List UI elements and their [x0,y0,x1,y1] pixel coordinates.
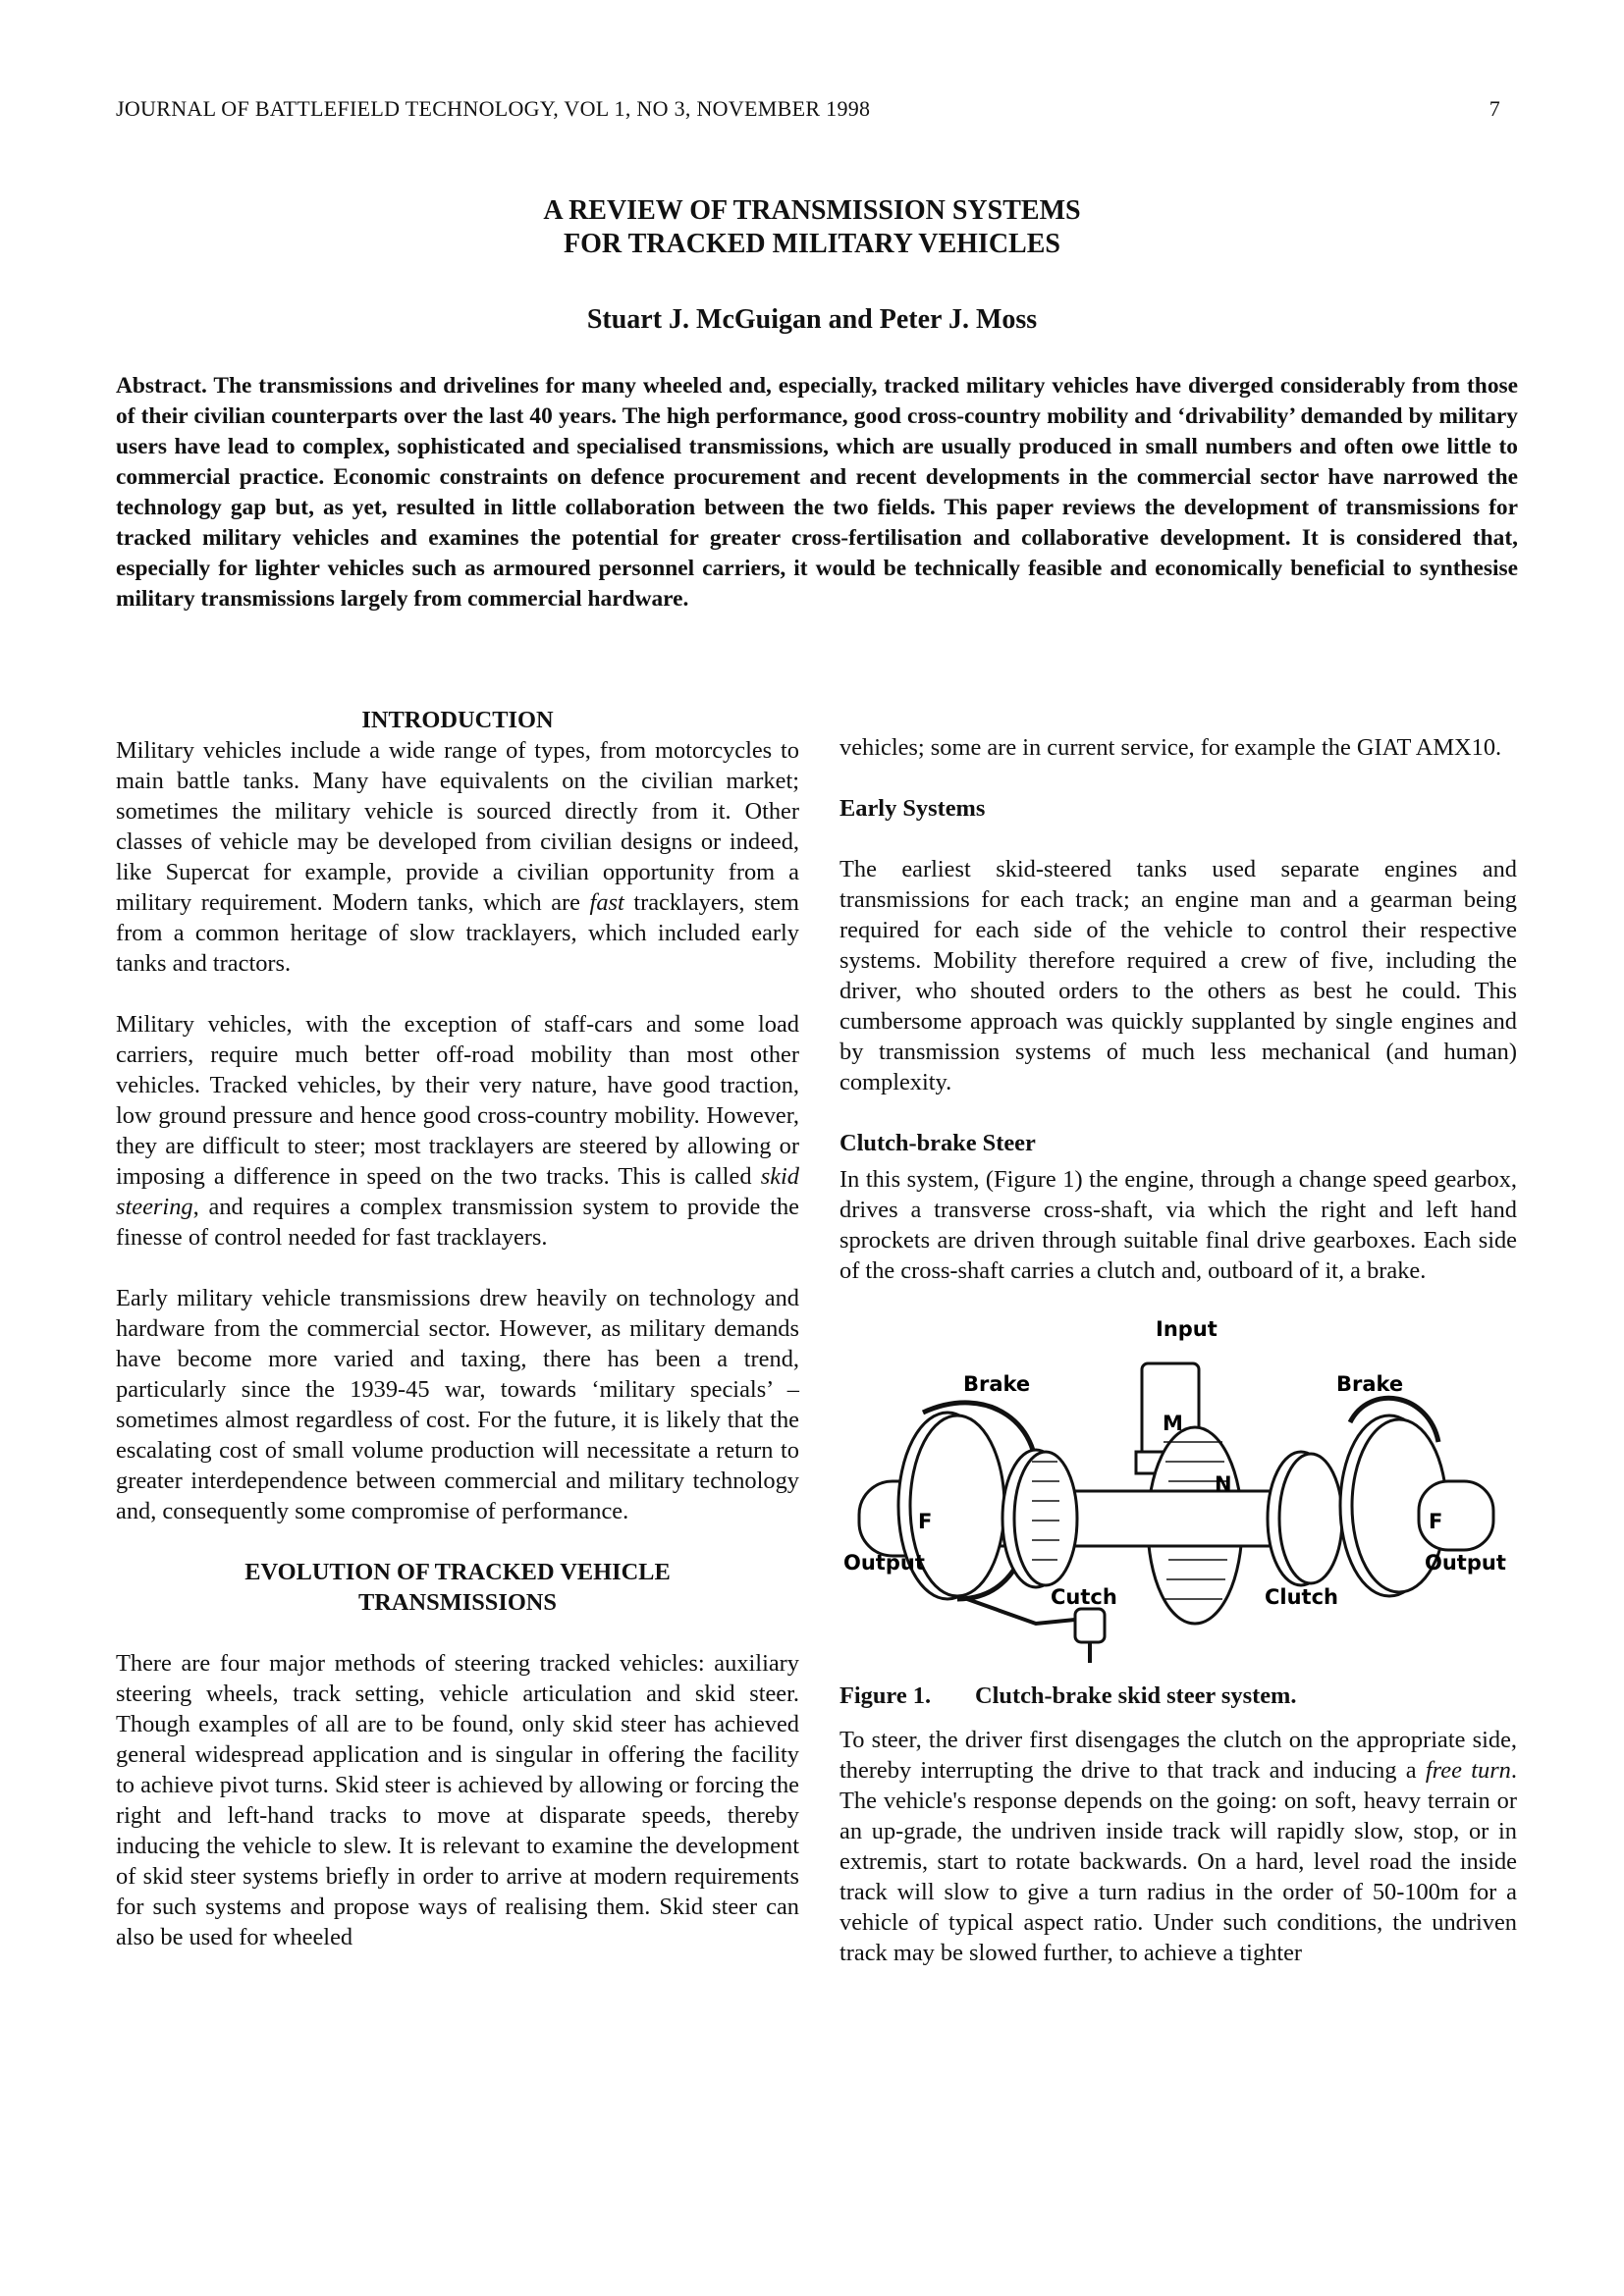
steering-paragraph: To steer, the driver first disengages the clutch on the appropriate side, thereby interrupting the drive to that track and inducing a free turn. The vehicle's response depends on the going: on soft, heavy terrain or an up-grade, the undriven inside track will rapidly slow, stop, or in extremis, start to rotate backwards. On a hard, level road the inside track will slow to give a turn radius in the order of 50-100m for a vehicle of typical aspect ratio. Under such conditions, the undriven track may be slowed further, to achieve a tighter [839,1727,1517,1966]
figure-caption-text: Clutch-brake skid steer system. [975,1682,1297,1709]
evolution-heading [116,1557,799,1618]
clutch-brake-heading: Clutch-brake Steer [839,1130,1036,1156]
label-f-left: F [918,1510,933,1533]
title-line-2: FOR TRACKED MILITARY VEHICLES [564,229,1060,259]
authors: Stuart J. McGuigan and Peter J. Moss [586,304,1038,335]
emphasis-free-turn: free turn [1425,1757,1511,1784]
label-n: N [1215,1472,1232,1496]
figure-1-diagram [839,1305,1517,1663]
clutch-brake-paragraph: In this system, (Figure 1) the engine, through a change speed gearbox, drives a transverse cross-shaft, via which the right and left hand sprockets are driven through suitable final drive gearboxes. Each side of the cross-shaft carries a clutch and, outboard of it, a brake. [839,1166,1517,1284]
left-column [116,705,799,1983]
label-brake-right: Brake [1336,1372,1404,1396]
label-output-right: Output [1425,1551,1506,1575]
intro-paragraph-1: Military vehicles include a wide range of types, from motorcycles to main battle tanks. Many have equivalents on the civilian market; sometimes the military vehicle is sourced directly from it. Other classes of vehicle may be developed from civilian designs or indeed, like Supercat for example, provide a civilian opportunity from a military requirement. Modern tanks, which are fast tracklayers, stem from a common heritage of slow tracklayers, which included early tanks and tractors. [116,737,800,977]
introduction-heading: INTRODUCTION [361,707,554,733]
label-clutch-right: Clutch [1265,1585,1338,1609]
intro-paragraph-3: Early military vehicle transmissions drew heavily on technology and hardware from the commercial sector. However, as military demands have become more varied and taxing, there has been a trend, particularly since the 1939-45 war, towards ‘military specials’ – sometimes almost regardless of cost. For the future, it is likely that the escalating cost of small volume production will necessitate a return to greater interdependence between commercial and military technology and, consequently some compromise of performance. [116,1285,799,1524]
label-output-left: Output [843,1551,925,1575]
abstract: Abstract. The transmissions and drivelines for many wheeled and, especially, tracked military vehicles have diverged considerably from those of their civilian counterparts over the last 40 years. The high performance, good cross-country mobility and ‘drivability’ demanded by military users have lead to complex, sophisticated and specialised transmissions, which are usually produced in small numbers and often owe little to commercial practice. Economic constraints on defence procurement and recent developments in the commercial sector have narrowed the technology gap but, as yet, resulted in little collaboration between the two fields. This paper reviews the development of transmissions for tracked military vehicles and examines the potential for greater cross-fertilisation and collaborative development. It is considered that, especially for lighter vehicles such as armoured personnel carriers, it would be technically feasible and economically beneficial to synthesise military transmissions largely from commercial hardware. [116,373,1518,612]
figure-1-caption [839,1681,1517,1711]
right-column [839,732,1517,1999]
evolution-heading-line-2: TRANSMISSIONS [358,1589,557,1616]
journal-citation: JOURNAL OF BATTLEFIELD TECHNOLOGY, VOL 1, NO 3, NOVEMBER 1998 [116,96,871,121]
label-brake-left: Brake [963,1372,1031,1396]
evolution-paragraph: There are four major methods of steering tracked vehicles: auxiliary steering wheels, track setting, vehicle articulation and skid steer. Though examples of all are to be found, only skid steer has achieved general widespread application and is singular in offering the facility to achieve pivot turns. Skid steer is achieved by allowing or forcing the right and left-hand tracks to move at disparate speeds, thereby inducing the vehicle to slew. It is relevant to examine the development of skid steer systems briefly in order to arrive at modern requirements for such systems and propose ways of realising them. Skid steer can also be used for wheeled [116,1650,799,1950]
label-f-right: F [1429,1510,1443,1533]
early-systems-paragraph: The earliest skid-steered tanks used separate engines and transmissions for each track; an engine man and a gearman being required for each side of the vehicle to control their respective systems. Mobility therefore required a crew of five, including the driver, who shouted orders to the others as best he could. This cumbersome approach was quickly supplanted by single engines and by transmission systems of much less mechanical (and human) complexity. [839,856,1517,1095]
paper-title [0,194,1624,261]
emphasis-fast: fast [589,889,624,916]
early-systems-heading: Early Systems [839,795,986,822]
title-line-1: A REVIEW OF TRANSMISSION SYSTEMS [543,195,1081,226]
intro-paragraph-2: Military vehicles, with the exception of staff-cars and some load carriers, require much better off-road mobility than most other vehicles. Tracked vehicles, by their very nature, have good traction, low ground pressure and hence good cross-country mobility. However, they are difficult to steer; most tracklayers are steered by allowing or imposing a difference in speed on the two tracks. This is called skid steering, and requires a complex transmission system to provide the finesse of control needed for fast tracklayers. [116,1011,799,1251]
page-number: 7 [1489,96,1500,121]
label-clutch-left: Cutch [1051,1585,1117,1609]
continued-paragraph: vehicles; some are in current service, for example the GIAT AMX10. [839,734,1502,761]
running-header [116,96,1500,122]
label-m: M [1163,1412,1183,1435]
evolution-heading-line-1: EVOLUTION OF TRACKED VEHICLE [244,1559,671,1585]
figure-caption-number: Figure 1. [839,1682,932,1709]
emphasis-skid-steering: skid steering [116,1163,799,1220]
label-input: Input [1156,1317,1218,1341]
